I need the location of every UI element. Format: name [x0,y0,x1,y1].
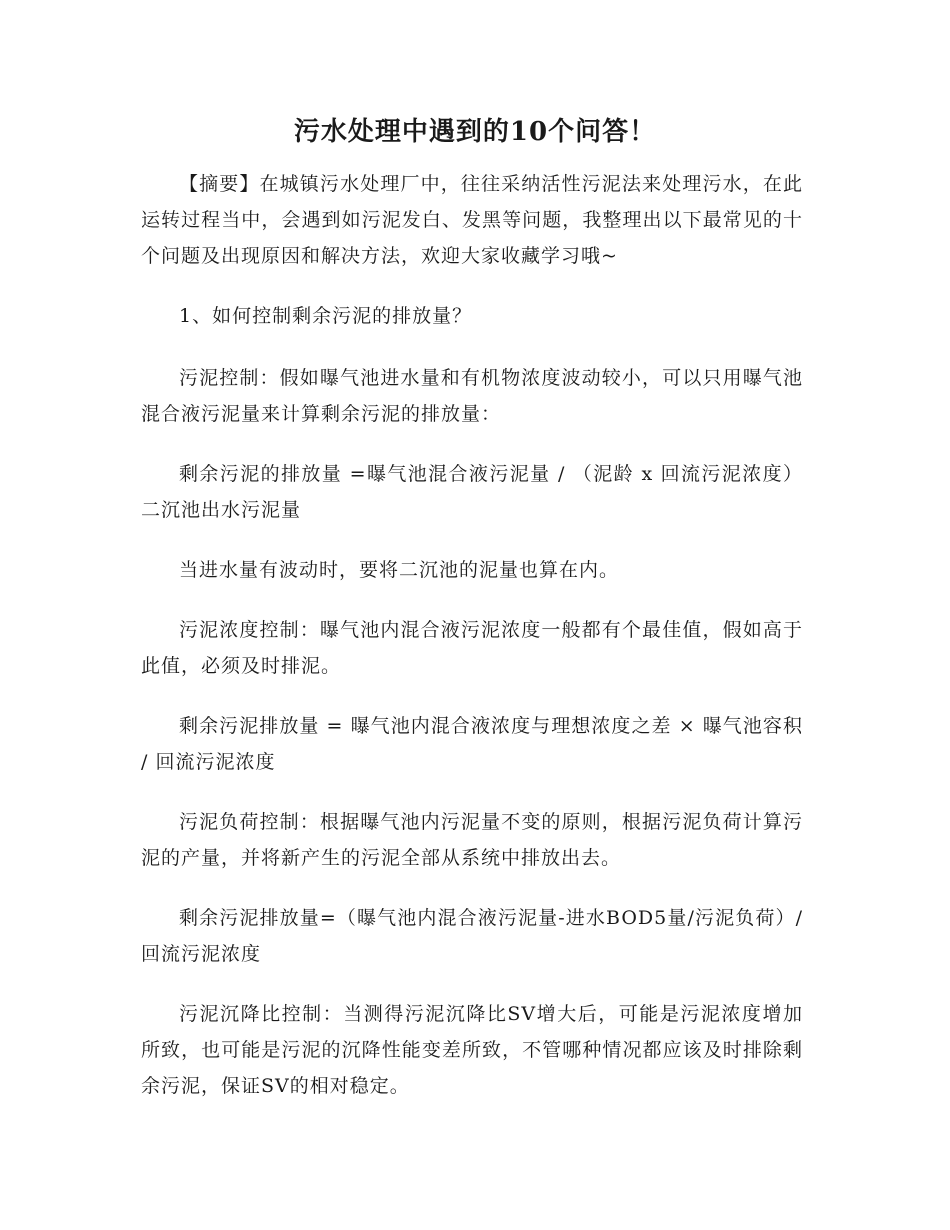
document-title: 污水处理中遇到的10个问答！ [293,117,657,147]
body-paragraph: 当进水量有波动时，要将二沉池的泥量也算在内。 [179,559,620,581]
formula-paragraph: 剩余污泥排放量=（曝气池内混合液污泥量-进水BOD5量/污泥负荷）/回流污泥浓度 [141,907,803,965]
body-paragraph: 污泥负荷控制：根据曝气池内污泥量不变的原则，根据污泥负荷计算污泥的产量，并将新产生的污泥全部从系统中排放出去。 [141,811,803,869]
body-paragraph: 污泥沉降比控制：当测得污泥沉降比SV增大后，可能是污泥浓度增加所致，也可能是污泥的沉降性能变差所致，不管哪种情况都应该及时排除剩余污泥，保证SV的相对稳定。 [141,1003,803,1097]
body-paragraph: 污泥浓度控制：曝气池内混合液污泥浓度一般都有个最佳值，假如高于此值，必须及时排泥。 [141,619,803,677]
formula-paragraph: 剩余污泥排放量 = 曝气池内混合液浓度与理想浓度之差 × 曝气池容积 / 回流污泥浓度 [141,715,803,773]
abstract-paragraph: 【摘要】在城镇污水处理厂中，往往采纳活性污泥法来处理污水，在此运转过程当中，会遇到如污泥发白、发黑等问题，我整理出以下最常见的十个问题及出现原因和解决方法，欢迎大家收藏学习哦~ [141,173,803,267]
document-body [141,166,803,1128]
formula-paragraph: 剩余污泥的排放量 =曝气池混合液污泥量 / （泥龄 x 回流污泥浓度） 二沉池出水污泥量 [141,463,803,521]
question-heading: 1、如何控制剩余污泥的排放量？ [179,305,473,327]
body-paragraph: 污泥控制：假如曝气池进水量和有机物浓度波动较小，可以只用曝气池混合液污泥量来计算剩余污泥的排放量： [141,367,803,425]
